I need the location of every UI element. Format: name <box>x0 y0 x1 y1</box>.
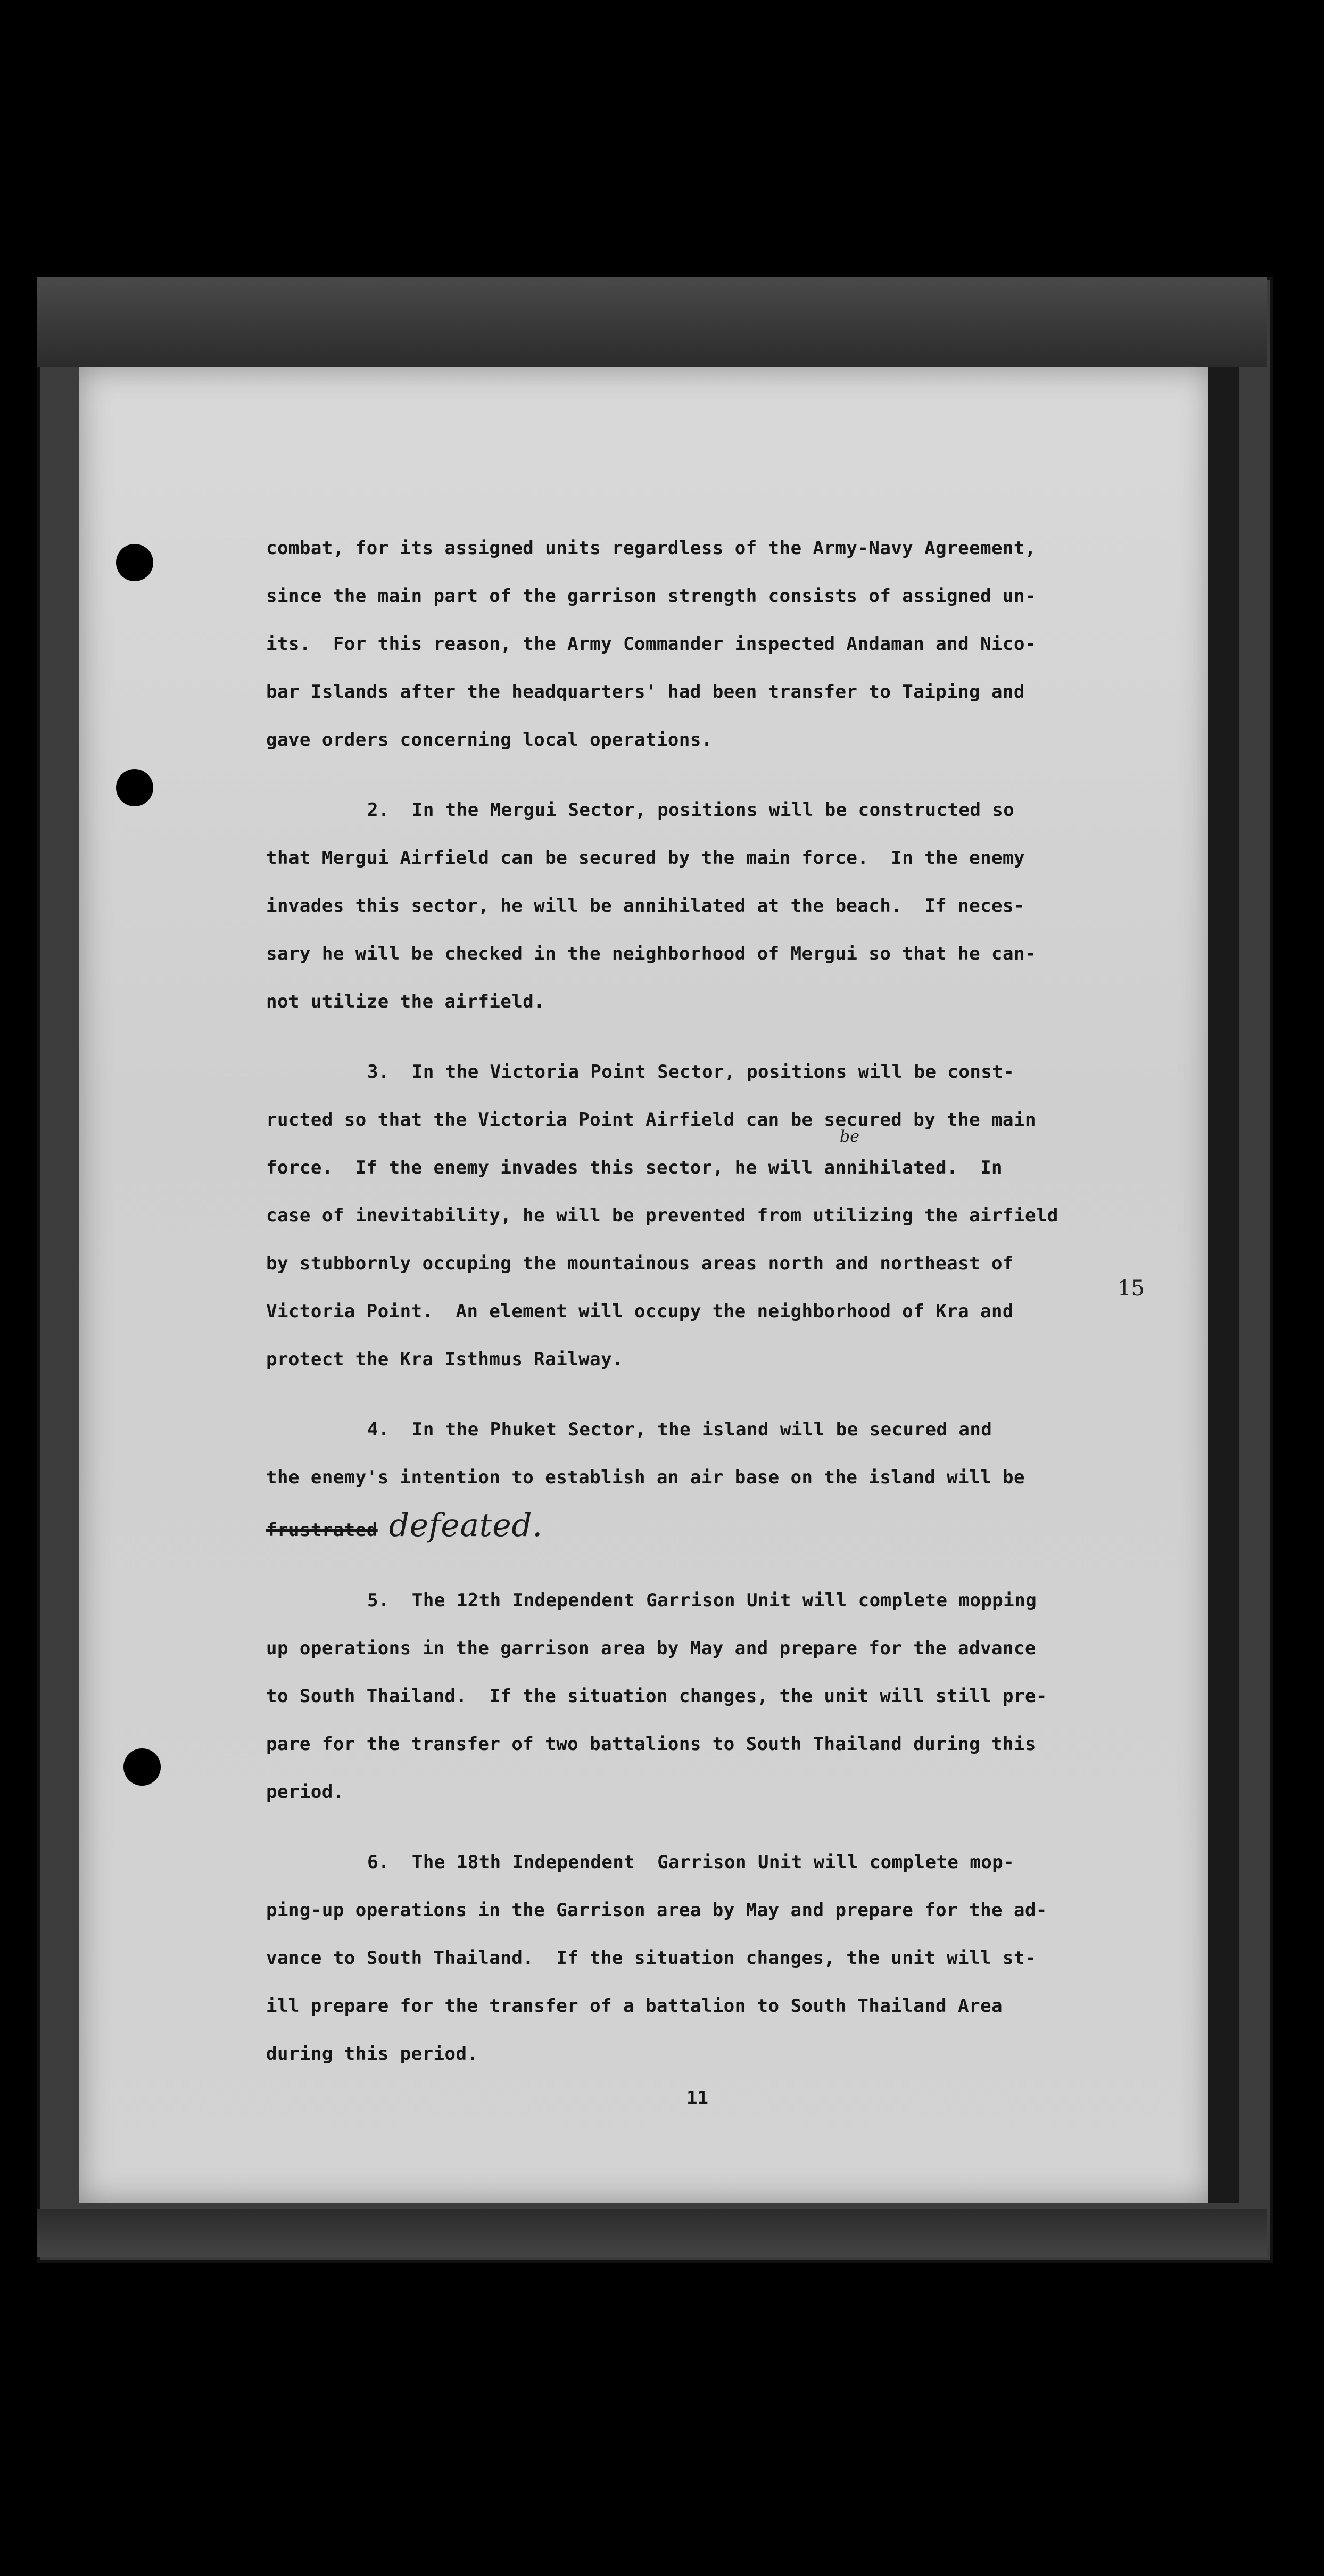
struck-word: frustrated <box>266 1520 378 1541</box>
paragraph-2 <box>266 786 1096 1026</box>
paragraph-6 <box>266 1838 1096 2078</box>
text-line: 6. The 18th Independent Garrison Unit will complete mop- <box>367 1852 1015 1873</box>
text-line: force. If the enemy invades this sector, he will annihilated. In <box>266 1157 1003 1178</box>
text-line: the enemy's intention to establish an air base on the island will be <box>266 1467 1025 1488</box>
paragraph-4 <box>266 1406 1096 1554</box>
text-line: during this period. <box>266 2043 478 2065</box>
text-line: since the main part of the garrison strength consists of assigned un- <box>266 585 1036 607</box>
page-shadow-edge <box>1208 367 1239 2203</box>
text-line <box>266 1501 1096 1554</box>
text-line: by stubbornly occuping the mountainous areas north and northeast of <box>266 1253 1014 1274</box>
text-line: invades this sector, he will be annihilated at the beach. If neces- <box>266 895 1025 917</box>
binder-hole-icon <box>123 1748 161 1786</box>
page-number: 11 <box>686 2087 708 2109</box>
text-line: combat, for its assigned units regardless of the Army-Navy Agreement, <box>266 538 1036 559</box>
text-line: up operations in the garrison area by May and prepare for the advance <box>266 1638 1036 1659</box>
text-line: pare for the transfer of two battalions to South Thailand during this <box>266 1733 1036 1755</box>
text-line: 2. In the Mergui Sector, positions will be constructed so <box>367 799 1015 821</box>
text-line: ill prepare for the transfer of a battalion to South Thailand Area <box>266 1995 1003 2017</box>
paragraph-3 <box>266 1048 1096 1383</box>
text-line: 5. The 12th Independent Garrison Unit will complete mopping <box>367 1590 1037 1611</box>
margin-annotation: 15 <box>1118 1276 1145 1301</box>
film-border-top <box>37 277 1267 367</box>
text-line: Victoria Point. An element will occupy the neighborhood of Kra and <box>266 1301 1014 1322</box>
text-line: its. For this reason, the Army Commander inspected Andaman and Nico- <box>266 633 1036 655</box>
binder-hole-icon <box>116 769 153 806</box>
text-line: gave orders concerning local operations. <box>266 729 713 750</box>
handwritten-correction: defeated. <box>388 1507 543 1544</box>
text-line: 3. In the Victoria Point Sector, positions will be const- <box>367 1061 1015 1083</box>
text-line: ping-up operations in the Garrison area by May and prepare for the ad- <box>266 1900 1047 1921</box>
paragraph-5 <box>266 1576 1096 1816</box>
handwritten-insert: be <box>840 1127 859 1146</box>
text-line: that Mergui Airfield can be secured by the main force. In the enemy <box>266 847 1025 869</box>
text-line: case of inevitability, he will be prevented from utilizing the airfield <box>266 1205 1058 1226</box>
text-line: period. <box>266 1781 344 1803</box>
paragraph-1 <box>266 524 1096 764</box>
binder-hole-icon <box>116 544 153 581</box>
text-line: protect the Kra Isthmus Railway. <box>266 1349 624 1370</box>
text-line: ructed so that the Victoria Point Airfield can be secured by the main <box>266 1109 1036 1130</box>
text-line: 4. In the Phuket Sector, the island will be secured and <box>367 1419 992 1440</box>
film-border-bottom <box>37 2209 1267 2257</box>
text-line: not utilize the airfield. <box>266 991 545 1012</box>
text-line: to South Thailand. If the situation changes, the unit will still pre- <box>266 1686 1047 1707</box>
text-line: vance to South Thailand. If the situation changes, the unit will st- <box>266 1947 1036 1969</box>
text-line: bar Islands after the headquarters' had been transfer to Taiping and <box>266 681 1025 703</box>
document-body <box>266 524 1096 2100</box>
text-line: sary he will be checked in the neighborhood of Mergui so that he can- <box>266 943 1036 964</box>
